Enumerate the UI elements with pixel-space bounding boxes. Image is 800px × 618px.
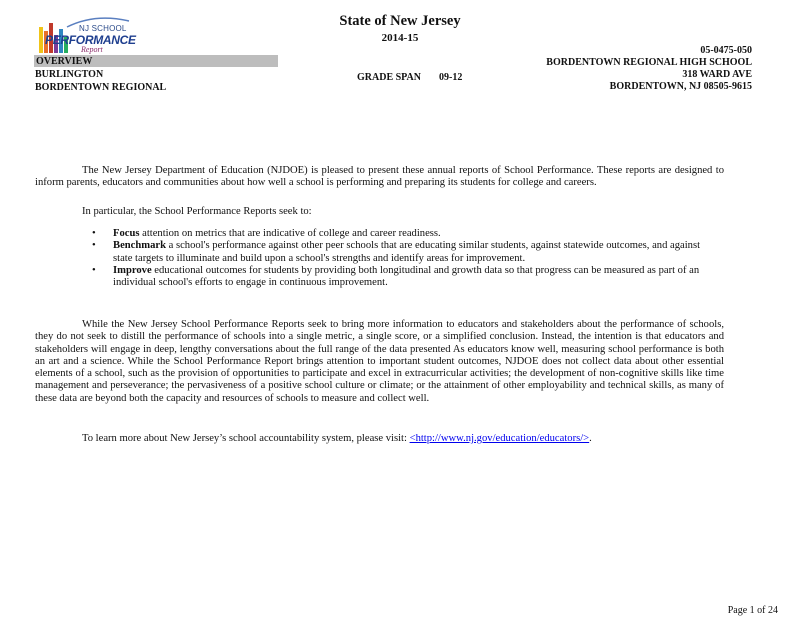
section-header: OVERVIEW xyxy=(34,55,278,67)
bullet-text: attention on metrics that are indicative of college and career readiness. xyxy=(139,228,441,239)
county-name: BURLINGTON xyxy=(35,69,104,80)
school-code: 05-0475-050 xyxy=(700,45,752,56)
grade-span-label: GRADE SPAN xyxy=(357,72,421,83)
bullet-term: Improve xyxy=(113,264,152,276)
limitations-paragraph: While the New Jersey School Performance Reports seek to bring more information to educators and stakeholders about the performance of schools, they do not seek to distill the performance of schools into a single metric, a single score, or a simplified conclusion. Instead, the intention is that educators and stakeholders will engage in deep, lengthy conversations about the full range of the data presented As educators know well, measuring school performance is both an art and a science. While the School Performance Report brings attention to important student outcomes, NJDOE does not collect data about other essential elements of a school, such as the provision of opportunities to participate and excel in extracurricular activities; the development of non-cognitive skills like time management and perseverance; the pervasiveness of a positive school culture or climate; or the attainment of other employability and technical skills, as many of these data are beyond both the capacity and resources of schools to measure and collect well. xyxy=(35,319,724,404)
bullet-term: Focus xyxy=(113,228,140,239)
learn-more-paragraph xyxy=(82,433,722,445)
logo-line1: NJ SCHOOL xyxy=(79,24,127,33)
learn-more-suffix: . xyxy=(589,433,592,444)
purpose-list xyxy=(92,228,720,289)
bullet-text: a school's performance against other peer schools that are educating similar students, against statewide outcomes, and against state targets to illuminate and build upon a school's strengths and identify areas for improvement. xyxy=(113,240,701,264)
grade-span xyxy=(357,71,462,84)
page-number: Page 1 of 24 xyxy=(727,605,778,616)
report-title: State of New Jersey xyxy=(339,13,461,29)
accountability-link[interactable]: <http://www.nj.gov/education/educators/> xyxy=(409,433,590,444)
bullet-text: educational outcomes for students by providing both longitudinal and growth data so that progress can be measured as part of an individual school's efforts to engage in continuous improvement. xyxy=(113,264,700,289)
bullet-term: Benchmark xyxy=(113,240,166,252)
purpose-lead-in: In particular, the School Performance Reports seek to: xyxy=(82,206,312,217)
logo-line2: PERFORMANCE xyxy=(45,33,136,47)
school-year: 2014-15 xyxy=(381,32,419,44)
district-name: BORDENTOWN REGIONAL xyxy=(35,82,167,93)
learn-more-text: To learn more about New Jersey’s school accountability system, please visit: xyxy=(82,433,410,444)
school-address: 318 WARD AVE xyxy=(682,69,752,80)
logo-line3: Report xyxy=(81,45,103,54)
list-item xyxy=(92,265,720,290)
list-item xyxy=(92,228,720,240)
grade-span-value: 09-12 xyxy=(438,72,463,83)
school-name: BORDENTOWN REGIONAL HIGH SCHOOL xyxy=(546,57,752,68)
list-item xyxy=(92,240,720,265)
school-city: BORDENTOWN, NJ 08505-9615 xyxy=(609,81,752,92)
intro-paragraph: The New Jersey Department of Education (NJDOE) is pleased to present these annual reports of School Performance. These reports are designed to inform parents, educators and communities about how well a school is performing and preparing its students for college and careers. xyxy=(35,165,724,189)
